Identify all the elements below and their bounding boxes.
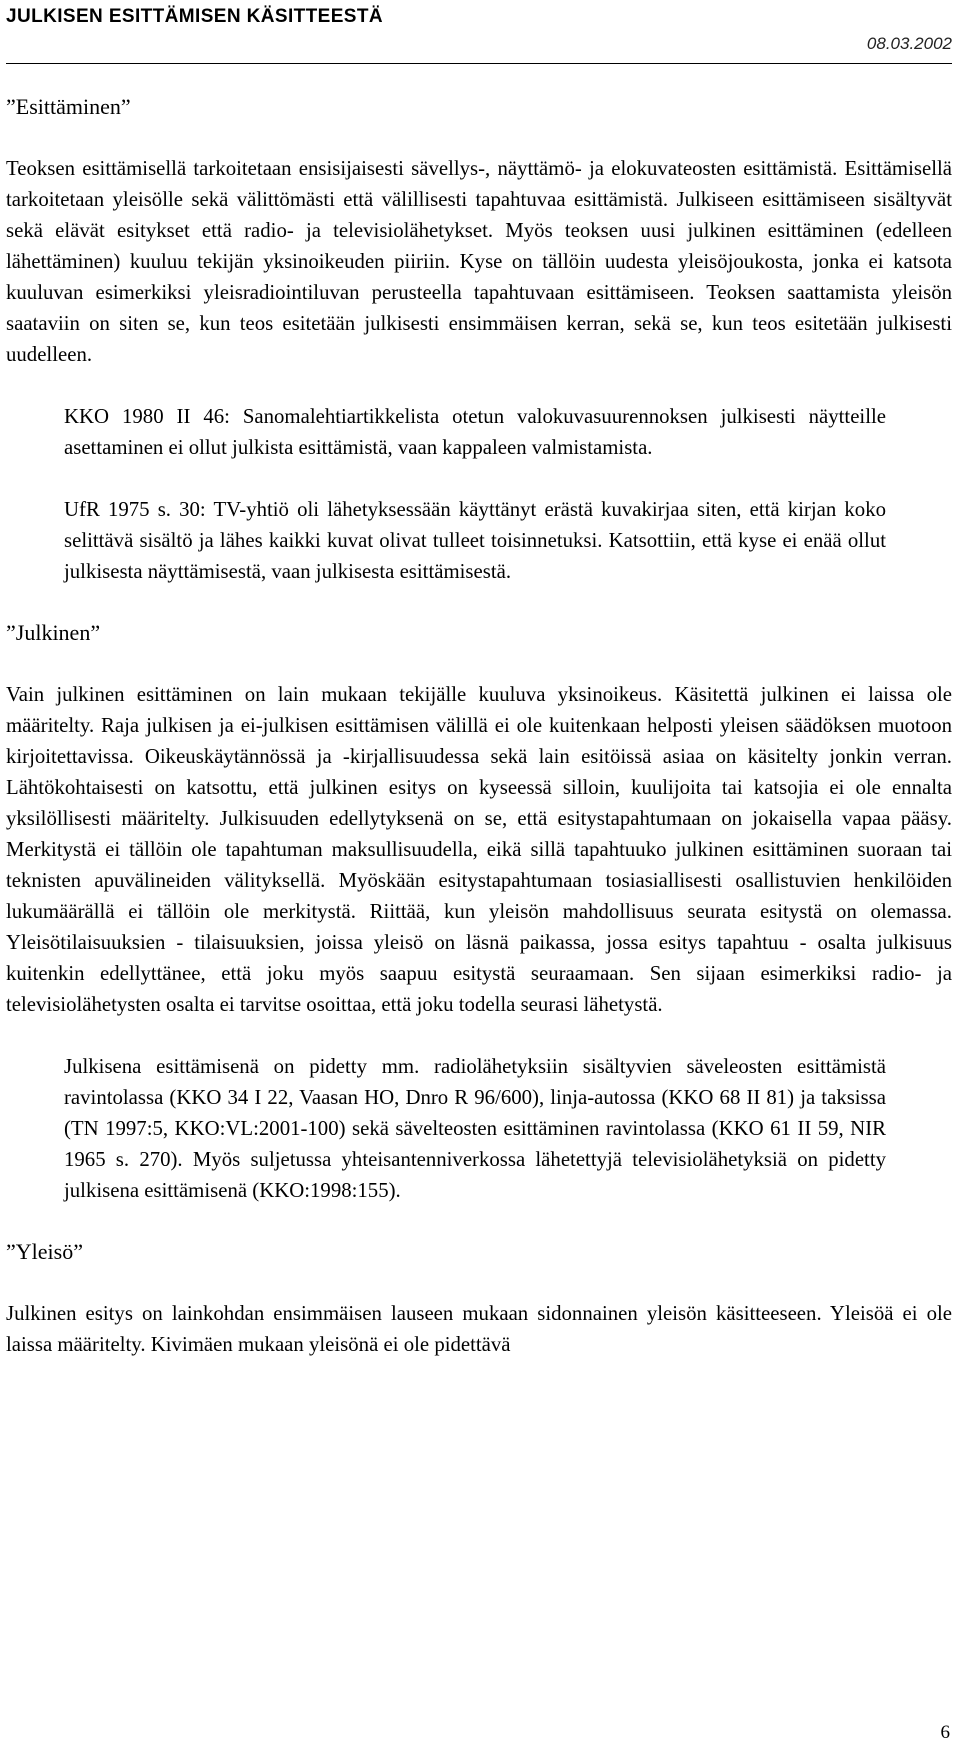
paragraph-yleiso: Julkinen esitys on lainkohdan ensimmäisen lauseen mukaan sidonnainen yleisön käsitteeseen. Yleisöä ei ole laissa määritelty. Kivimäen mukaan yleisönä ei ole pidettävä (6, 1302, 952, 1356)
heading-julkinen: ”Julkinen” (6, 620, 101, 645)
document-date: 08.03.2002 (866, 34, 952, 53)
page-number: 6 (940, 1722, 950, 1743)
heading-esittaminen: ”Esittäminen” (6, 94, 131, 119)
case-kko-1980: KKO 1980 II 46: Sanomalehtiartikkelista otetun valokuvasuurennoksen julkisesti näytteille asettaminen ei ollut julkista esittämistä, vaan kappaleen valmistamista. (64, 405, 886, 459)
case-ufr-1975: UfR 1975 s. 30: TV-yhtiö oli lähetyksessään käyttänyt erästä kuvakirjaa siten, että kirjan koko selittävä sisältö ja lähes kaikki kuvat olivat tulleet toisinnetuksi. Katsottiin, että kyse ei enää ollut julkisesta näyttämisestä, vaan julkisesta esittämisestä. (64, 498, 886, 583)
document-title: JULKISEN ESITTÄMISEN KÄSITTEESTÄ (6, 6, 384, 27)
header-rule (6, 63, 952, 64)
paragraph-julkinen: Vain julkinen esittäminen on lain mukaan tekijälle kuuluva yksinoikeus. Käsitettä julkinen ei laissa ole määritelty. Raja julkisen ja ei-julkisen esittämisen välillä ei ole kuitenkaan helposti yleisen säädöksen muotoon kirjoitettavissa. Oikeuskäytännössä ja -kirjallisuudessa sekä lain esitöissä asiaa on käsitelty jonkin verran. Lähtökohtaisesti on katsottu, että julkinen esitys on kyseessä silloin, kuulijoita tai katsojia ei ole ennalta yksilöllisesti määritelty. Julkisuuden edellytyksenä on se, että esitystapahtumaan on jokaisella vapaa pääsy. Merkitystä ei tällöin ole tapahtuman maksullisuudella, eikä sillä tapahtuuko julkinen esittäminen suoraan tai teknisten apuvälineiden välityksellä. Myöskään esitystapahtumaan tosiasiallisesti osallistuvien henkilöiden lukumäärällä ei tällöin ole merkitystä. Riittää, kun yleisön mahdollisuus seurata esitystä on olemassa. Yleisötilaisuuksien - tilaisuuksien, joissa yleisö on läsnä paikassa, jossa esitys tapahtuu - osalta julkisuus kuitenkin edellyttänee, että joku myös saapuu esitystä seuraamaan. Sen sijaan esimerkiksi radio- ja televisiolähetysten osalta ei tarvitse osoittaa, että joku todella seurasi lähetystä. (6, 683, 952, 1016)
heading-yleiso: ”Yleisö” (6, 1239, 83, 1264)
page-header (6, 4, 952, 53)
document-body (6, 92, 952, 1360)
case-julkinen-examples: Julkisena esittämisenä on pidetty mm. radiolähetyksiin sisältyvien säveleosten esittämistä ravintolassa (KKO 34 I 22, Vaasan HO, Dnro R 96/600), linja-autossa (KKO 68 II 81) ja taksissa (TN 1997:5, KKO:VL:2001-100) sekä sävelteosten esittäminen ravintolassa (KKO 61 II 59, NIR 1965 s. 270). Myös suljetussa yhteisantenniverkossa lähetettyjä televisiolähetyksiä on pidetty julkisena esittämisenä (KKO:1998:155). (64, 1055, 886, 1202)
paragraph-esittaminen: Teoksen esittämisellä tarkoitetaan ensisijaisesti sävellys-, näyttämö- ja elokuvateosten esittämistä. Esittämisellä tarkoitetaan yleisölle sekä välittömästi että välillisesti tapahtuvaa esittämistä. Julkiseen esittämiseen sisältyvät sekä elävät esitykset että radio- ja televisiolähetykset. Myös teoksen uusi julkinen esittäminen (edelleen lähettäminen) kuuluu tekijän yksinoikeuden piiriin. Kyse on tällöin uudesta yleisöjoukosta, jonka ei katsota kuuluvan esimerkiksi yleisradiointiluvan perusteella tapahtuvaan esittämiseen. Teoksen saattamista yleisön saataviin on siten se, kun teos esitetään julkisesti ensimmäisen kerran, sekä se, kun teos esitetään julkisesti uudelleen. (6, 157, 952, 366)
